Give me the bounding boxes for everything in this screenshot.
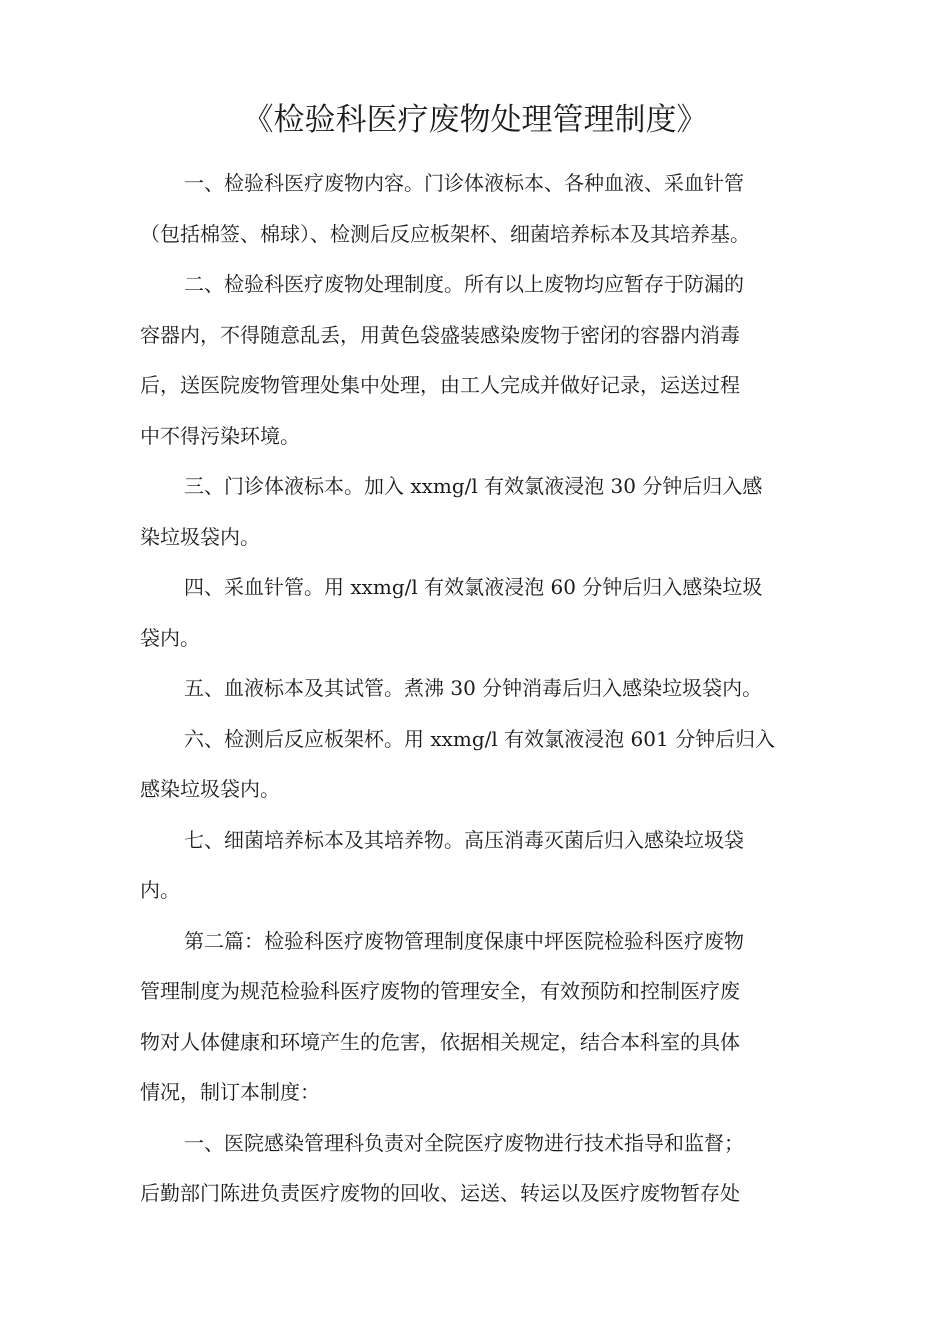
paragraph-line: 情况，制订本制度： <box>140 1080 320 1104</box>
paragraph-7 <box>140 815 830 916</box>
paragraph-8 <box>140 916 830 1118</box>
paragraph-line: 四、采血针管。用 xxmg/l 有效氯液浸泡 60 分钟后归入感染垃圾 <box>184 575 763 599</box>
paragraph-line: （包括棉签、棉球）、检测后反应板架杯、细菌培养标本及其培养基。 <box>140 221 750 246</box>
paragraph-line: 物对人体健康和环境产生的危害，依据相关规定，结合本科室的具体 <box>140 1029 740 1054</box>
paragraph-2 <box>140 259 830 461</box>
paragraph-4 <box>140 562 830 663</box>
paragraph-3 <box>140 461 830 562</box>
paragraph-line: 六、检测后反应板架杯。用 xxmg/l 有效氯液浸泡 601 分钟后归入 <box>184 726 776 751</box>
paragraph-line: 后勤部门陈进负责医疗废物的回收、运送、转运以及医疗废物暂存处 <box>140 1181 740 1205</box>
document-body <box>140 158 830 1219</box>
paragraph-line: 七、细菌培养标本及其培养物。高压消毒灭菌后归入感染垃圾袋 <box>184 827 744 852</box>
paragraph-9 <box>140 1118 830 1219</box>
paragraph-6 <box>140 714 830 815</box>
paragraph-line: 染垃圾袋内。 <box>140 524 260 549</box>
paragraph-line: 五、血液标本及其试管。煮沸 30 分钟消毒后归入感染垃圾袋内。 <box>184 676 763 700</box>
paragraph-line: 容器内，不得随意乱丢，用黄色袋盛装感染废物于密闭的容器内消毒 <box>140 322 740 347</box>
paragraph-line: 一、医院感染管理科负责对全院医疗废物进行技术指导和监督； <box>184 1130 744 1155</box>
paragraph-line: 一、检验科医疗废物内容。门诊体液标本、各种血液、采血针管 <box>184 171 744 195</box>
document-title: 《检验科医疗废物处理管理制度》 <box>242 102 708 138</box>
paragraph-line: 第二篇：检验科医疗废物管理制度保康中坪医院检验科医疗废物 <box>184 928 744 953</box>
paragraph-line: 管理制度为规范检验科医疗废物的管理安全，有效预防和控制医疗废 <box>140 979 740 1003</box>
paragraph-line: 袋内。 <box>140 625 200 650</box>
paragraph-line: 三、门诊体液标本。加入 xxmg/l 有效氯液浸泡 30 分钟后归入感 <box>184 474 763 498</box>
paragraph-line: 内。 <box>140 878 180 902</box>
paragraph-line: 感染垃圾袋内。 <box>140 777 280 801</box>
paragraph-line: 后，送医院废物管理处集中处理，由工人完成并做好记录，运送过程 <box>140 373 740 397</box>
paragraph-1 <box>140 158 830 259</box>
paragraph-line: 二、检验科医疗废物处理制度。所有以上废物均应暂存于防漏的 <box>184 272 744 296</box>
paragraph-5 <box>140 663 830 714</box>
paragraph-line: 中不得污染环境。 <box>140 423 300 448</box>
